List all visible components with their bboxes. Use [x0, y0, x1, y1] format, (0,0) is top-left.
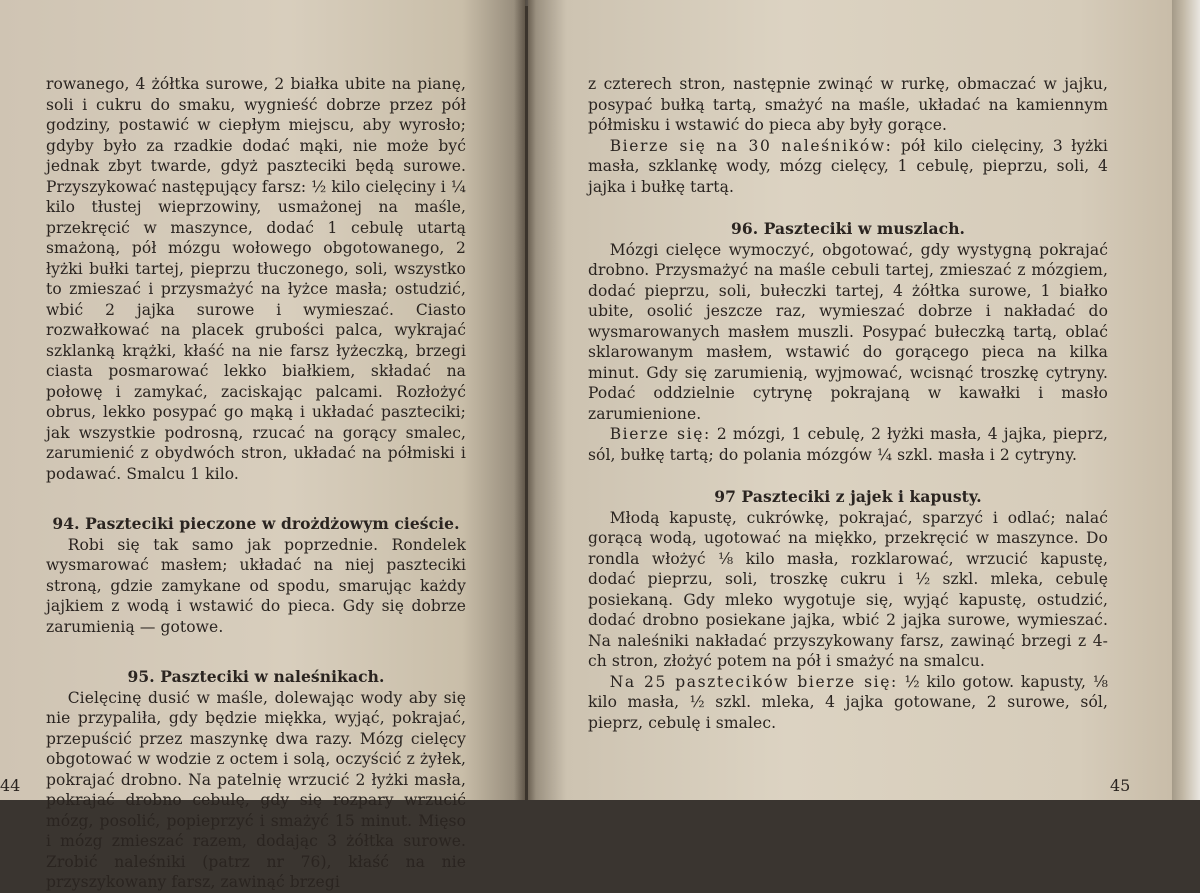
recipe-94-body: Robi się tak samo jak poprzednie. Rondelek wysmarować masłem; układać na niej paszteciki stroną, gdzie zamykane od spodu, smarując każdy jajkiem z wodą i wstawić do pieca. Gdy się dobrze zarumienią — gotowe.: [46, 535, 466, 636]
recipe-97-body: Młodą kapustę, cukrówkę, pokrajać, sparzyć i odlać; nalać gorącą wodą, ugotować na miękko, przekręcić w maszynce. Do rondla włożyć ⅛ kilo masła, rozklarować, wrzucić kapustę, dodać pieprzu, soli, troszkę cukru i ½ szkl. mleka, cebulę posiekaną. Gdy mleko wygotuje się, wyjąć kapustę, ostudzić, dodać drobno posiekane jajka, wbić 2 jajka surowe, wymieszać. Na naleśniki nakładać przyszykowany farsz, zawinąć brzegi z 4-ch stron, złożyć potem na pół i smażyć na smalcu.: [588, 508, 1108, 670]
right-page: [528, 0, 1175, 800]
book-gutter: [514, 0, 536, 800]
ingredients-text: pół kilo cielęciny, 3 łyżki masła, szklankę wody, mózg cielęcy, 1 cebulę, pieprzu, soli, 4 jajka i bułkę tartą.: [588, 136, 1108, 196]
ingredients-text: 2 mózgi, 1 cebulę, 2 łyżki masła, 4 jajka, pieprz, sól, bułkę tartą; do polania mózgów ¼ szkl. masła i 2 cytryny.: [588, 425, 1108, 464]
recipe-95-ingredients: [588, 136, 1108, 198]
page-number-right: 45: [1110, 776, 1131, 795]
recipe-95-continuation: z czterech stron, następnie zwinąć w rurkę, obmaczać w jajku, posypać bułką tartą, smażyć na maśle, układać na kamiennym półmisku i wstawić do pieca aby były gorące.: [588, 75, 1108, 134]
ingredients-lead: Bierze się na 30 naleśników:: [609, 136, 893, 155]
page-edges: [1172, 0, 1200, 800]
left-page: [0, 0, 525, 891]
recipe-95-body: Cielęcinę dusić w maśle, dolewając wody aby się nie przypaliła, gdy będzie miękka, wyjąć, pokrajać, przepuścić przez maszynkę dwa razy. Mózg cielęcy obgotować w wodzie z octem i solą, oczyścić z żyłek, pokrajać drobno. Na patelnię wrzucić 2 łyżki masła, pokrajać drobno cebulę, gdy się rozpary wrzucić mózg, posolić, popieprzyć i smażyć 15 minut. Mięso i mózg zmieszać razem, dodając 3 żółtka surowe. Zrobić naleśniki (patrz nr 76), kłaść na nie przyszykowany farsz, zawinąć brzegi: [46, 688, 466, 891]
left-page-text: [46, 74, 466, 893]
right-page-text: [588, 74, 1108, 733]
ingredients-lead: Na 25 pasztecików bierze się:: [609, 672, 898, 691]
recipe-96-title: 96. Paszteciki w muszlach.: [730, 219, 966, 238]
recipe-93-continuation: rowanego, 4 żółtka surowe, 2 białka ubite na pianę, soli i cukru do smaku, wygnieść dobrze przez pół godziny, postawić w ciepłym miejscu, aby wyrosło; gdyby było za rzadkie dodać mąki, nie może być jednak zbyt twarde, gdyż paszteciki będą surowe. Przyszykować następujący farsz: ½ kilo cielęciny i ¼ kilo tłustej wieprzowiny, usmażonej na maśle, przekręcić w maszynce, dodać 1 cebulę utartą smażoną, pół mózgu wołowego obgotowanego, 2 łyżki bułki tartej, pieprzu tłuczonego, soli, wszystko to zmieszać i przysmażyć na łyżce masła; ostudzić, wbić 2 jajka surowe i wymieszać. Ciasto rozwałkować na placek grubości palca, wykrajać szklanką krążki, kłaść na nie farsz łyżeczką, brzegi ciasta posmarować lekko białkiem, składać na połowę i zamykać, zaciskając palcami. Rozłożyć obrus, lekko posypać go mąką i układać paszteciki; jak wszystkie podrosną, rzucać na gorący smalec, zarumienić z obydwóch stron, układać na półmiski i podawać. Smalcu 1 kilo.: [46, 75, 466, 483]
ingredients-lead: Bierze się:: [609, 425, 711, 443]
ingredients-text: ½ kilo gotow. kapusty, ⅛ kilo masła, ½ szkl. mleka, 4 jajka gotowane, 2 surowe, sól, pieprz, cebulę i smalec.: [588, 672, 1109, 732]
recipe-95-title: 95. Paszteciki w naleśnikach.: [127, 667, 385, 686]
recipe-96-ingredients: [588, 424, 1108, 465]
recipe-97-title: 97 Paszteciki z jajek i kapusty.: [714, 487, 982, 506]
page-number-left: 44: [0, 776, 21, 795]
recipe-94-title: 94. Paszteciki pieczone w drożdżowym cieście.: [52, 514, 460, 533]
recipe-96-body: Mózgi cielęce wymoczyć, obgotować, gdy wystygną pokrajać drobno. Przysmażyć na maśle cebuli tartej, zmieszać z mózgiem, dodać pieprzu, soli, bułeczki tartej, 4 żółtka surowe, 1 białko ubite, osolić jeszcze raz, wymieszać dobrze i nakładać do wysmarowanych masłem muszli. Posypać bułeczką tartą, oblać sklarowanym masłem, wstawić do gorącego pieca na kilka minut. Gdy się zarumienią, wyjmować, wcisnąć troszkę cytryny. Podać oddzielnie cytrynę pokrajaną w kawałki i masło zarumienione.: [588, 240, 1108, 423]
recipe-97-ingredients: [588, 672, 1108, 734]
